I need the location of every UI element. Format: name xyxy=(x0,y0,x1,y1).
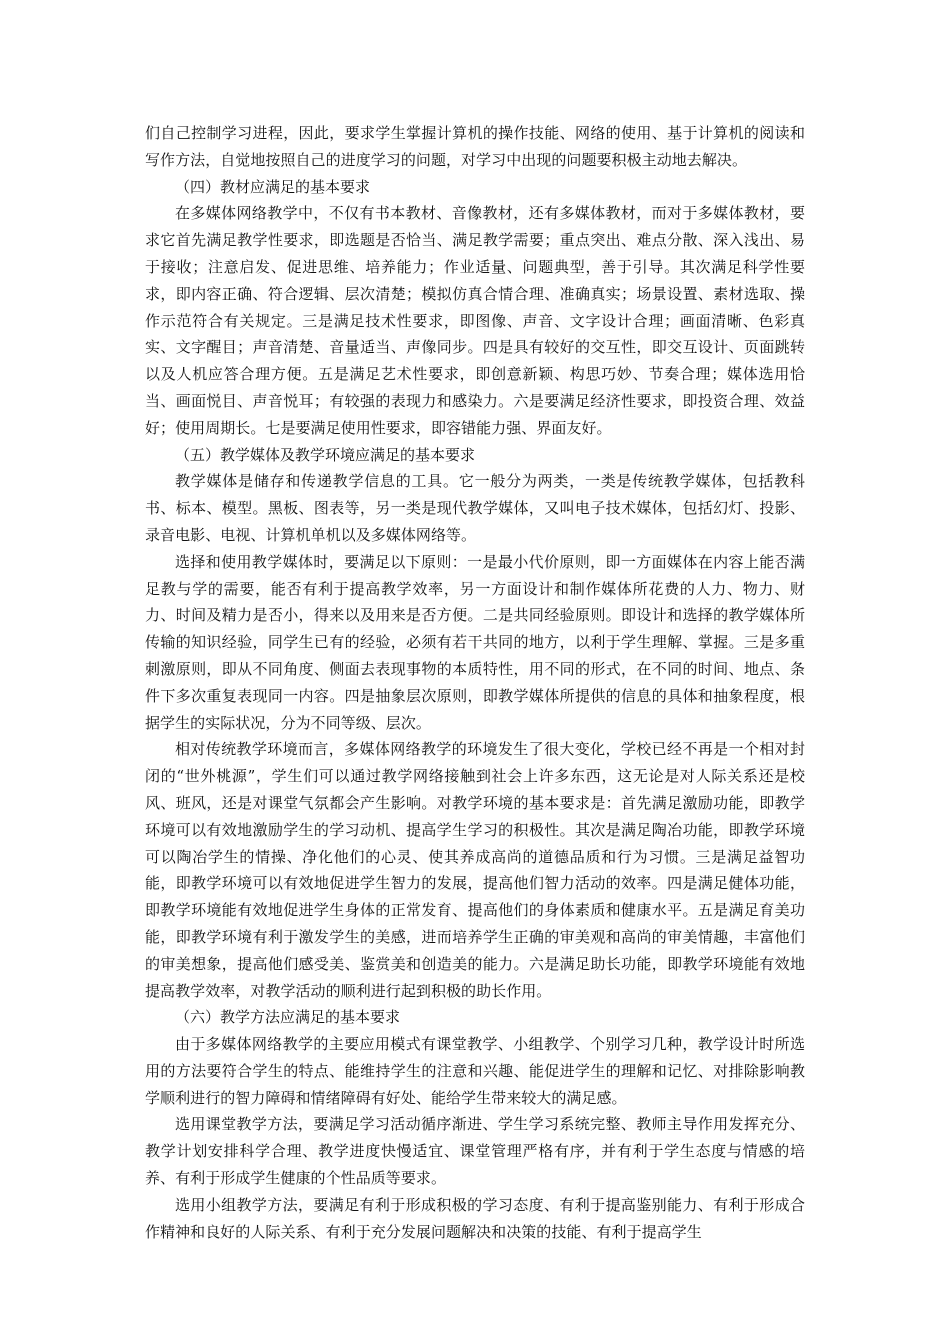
paragraph-media-principles: 选择和使用教学媒体时，要满足以下原则：一是最小代价原则，即一方面媒体在内容上能否满足教与学的需要，能否有利于提高教学效率，另一方面设计和制作媒体所花费的人力、物力、财力、时间及精力是否小，得来以及用来是否方便。二是共同经验原则。即设计和选择的教学媒体所传输的知识经验，同学生已有的经验，必须有若干共同的地方，以利于学生理解、掌握。三是多重刺激原则，即从不同角度、侧面去表现事物的本质特性，用不同的形式，在不同的时间、地点、条件下多次重复表现同一内容。四是抽象层次原则，即教学媒体所提供的信息的具体和抽象程度，根据学生的实际状况，分为不同等级、层次。 xyxy=(145,552,805,732)
section-heading-five: （五）教学媒体及教学环境应满足的基本要求 xyxy=(175,445,476,464)
paragraph-classroom-methods: 选用课堂教学方法，要满足学习活动循序渐进、学生学习系统完整、教师主导作用发挥充分、教学计划安排科学合理、教学进度快慢适宜、课堂管理严格有序，并有利于学生态度与情感的培养、有利于形成学生健康的个性品质等要求。 xyxy=(145,1115,805,1188)
paragraph-methods-overview: 由于多媒体网络教学的主要应用模式有课堂教学、小组教学、个别学习几种，教学设计时所选用的方法要符合学生的特点、能维持学生的注意和兴趣、能促进学生的理解和记忆、对排除影响教学顺利进行的智力障碍和情绪障碍有好处、能给学生带来较大的满足感。 xyxy=(145,1035,805,1107)
section-heading-six: （六）教学方法应满足的基本要求 xyxy=(175,1008,401,1027)
paragraph-group-methods: 选用小组教学方法，要满足有利于形成积极的学习态度、有利于提高鉴别能力、有利于形成合作精神和良好的人际关系、有利于充分发展问题解决和决策的技能、有利于提高学生 xyxy=(145,1195,805,1241)
paragraph-environment-requirements: 相对传统教学环境而言，多媒体网络教学的环境发生了很大变化，学校已经不再是一个相对封闭的“世外桃源”，学生们可以通过教学网络接触到社会上许多东西，这无论是对人际关系还是校风、班风，还是对课堂气氛都会产生影响。对教学环境的基本要求是：首先满足激励功能，即教学环境可以有效地激励学生的学习动机、提高学生学习的积极性。其次是满足陶冶功能，即教学环境可以陶冶学生的情操、净化他们的心灵、使其养成高尚的道德品质和行为习惯。三是满足益智功能，即教学环境可以有效地促进学生智力的发展，提高他们智力活动的效率。四是满足健体功能，即教学环境能有效地促进学生身体的正常发育、提高他们的身体素质和健康水平。五是满足育美功能，即教学环境有利于激发学生的美感，进而培养学生正确的审美观和高尚的审美情趣，丰富他们的审美想象，提高他们感受美、鉴赏美和创造美的能力。六是满足助长功能，即教学环境能有效地提高教学效率，对教学活动的顺利进行起到积极的助长作用。 xyxy=(145,740,805,1000)
document-page xyxy=(145,120,805,1245)
paragraph-continuation: 们自己控制学习进程，因此，要求学生掌握计算机的操作技能、网络的使用、基于计算机的阅读和写作方法，自觉地按照自己的进度学习的问题，对学习中出现的问题要积极主动地去解决。 xyxy=(145,124,805,169)
paragraph-media-definition: 教学媒体是储存和传递教学信息的工具。它一般分为两类，一类是传统教学媒体，包括教科书、标本、模型。黑板、图表等，另一类是现代教学媒体，又叫电子技术媒体，包括幻灯、投影、录音电影、电视、计算机单机以及多媒体网络等。 xyxy=(145,472,805,544)
section-heading-four: （四）教材应满足的基本要求 xyxy=(175,177,371,196)
paragraph-textbook-requirements: 在多媒体网络教学中，不仅有书本教材、音像教材，还有多媒体教材，而对于多媒体教材，要求它首先满足教学性要求，即选题是否恰当、满足教学需要；重点突出、难点分散、深入浅出、易于接收；注意启发、促进思维、培养能力；作业适量、问题典型，善于引导。其次满足科学性要求，即内容正确、符合逻辑、层次清楚；模拟仿真合情合理、准确真实；场景设置、素材选取、操作示范符合有关规定。三是满足技术性要求，即图像、声音、文字设计合理；画面清晰、色彩真实、文字醒目；声音清楚、音量适当、声像同步。四是具有较好的交互性，即交互设计、页面跳转以及人机应答合理方便。五是满足艺术性要求，即创意新颖、构思巧妙、节奏合理；媒体选用恰当、画面悦目、声音悦耳；有较强的表现力和感染力。六是要满足经济性要求，即投资合理、效益好；使用周期长。七是要满足使用性要求，即容错能力强、界面友好。 xyxy=(145,204,805,437)
